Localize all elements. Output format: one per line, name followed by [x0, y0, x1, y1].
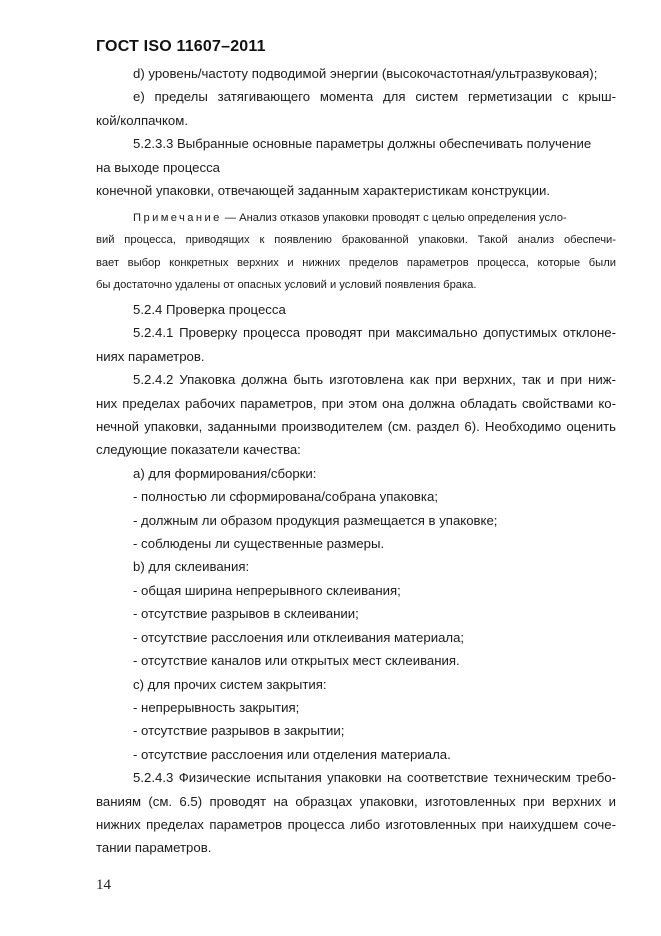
- note-label: Примечание: [133, 212, 222, 224]
- list-item-c3: - отсутствие расслоения или отделения материала.: [133, 746, 451, 762]
- para-5243-line3: нижних пределах параметров процесса либо изготовленных при наихудшем соче-: [96, 816, 616, 832]
- list-item-b2: - отсутствие разрывов в склеивании;: [133, 606, 359, 622]
- item-e-line2: кой/колпачком.: [96, 112, 188, 128]
- list-item-b4: - отсутствие каналов или открытых мест склеивания.: [133, 653, 460, 669]
- section-524-title: 5.2.4 Проверка процесса: [133, 302, 286, 317]
- list-item-c1: - непрерывность закрытия;: [133, 699, 300, 715]
- list-item-c2: - отсутствие разрывов в закрытии;: [133, 723, 345, 739]
- list-item-b: b) для склеивания:: [133, 559, 250, 575]
- note-line1: [96, 207, 616, 229]
- note-block: [96, 207, 616, 297]
- list-item-c: c) для прочих систем закрытия:: [133, 676, 327, 692]
- list-item-a1: - полностью ли сформирована/собрана упаковка;: [133, 489, 438, 505]
- para-5243-line2: ваниям (см. 6.5) проводят на образцах упаковки, изготовленных при верхних и: [96, 793, 616, 809]
- body-text-main: [96, 298, 616, 860]
- list-item-a3: - соблюдены ли существенные размеры.: [133, 536, 385, 552]
- para-5241-line2: ниях параметров.: [96, 348, 205, 364]
- para-5233-line1: 5.2.3.3 Выбранные основные параметры должны обеспечивать получение: [133, 136, 592, 152]
- note-text-line1: — Анализ отказов упаковки проводят с целью определения усло-: [221, 212, 567, 224]
- para-5242-line3: нечной упаковки, заданными производителем (см. раздел 6). Необходимо оценить: [96, 419, 616, 435]
- para-5242-line4: следующие показатели качества:: [96, 442, 301, 458]
- list-item-b1: - общая ширина непрерывного склеивания;: [133, 582, 401, 598]
- item-e-line1: e) пределы затягивающего момента для систем герметизации с крыш-: [133, 89, 616, 105]
- para-5243-line1: 5.2.4.3 Физические испытания упаковки на соответствие техническим требо-: [133, 770, 616, 786]
- note-line3: вает выбор конкретных верхних и нижних пределов параметров процесса, которые были: [96, 256, 616, 269]
- list-item-a2: - должным ли образом продукция размещается в упаковке;: [133, 512, 498, 528]
- para-5233-line3: конечной упаковки, отвечающей заданным характеристикам конструкции.: [96, 183, 551, 199]
- document-header: ГОСТ ISO 11607–2011: [96, 38, 266, 55]
- para-5242-line1: 5.2.4.2 Упаковка должна быть изготовлена как при верхних, так и при ниж-: [133, 372, 616, 388]
- para-5241-line1: 5.2.4.1 Проверку процесса проводят при максимально допустимых отклоне-: [133, 325, 616, 341]
- list-item-b3: - отсутствие расслоения или отклеивания материала;: [133, 629, 465, 645]
- note-line4: бы достаточно удалены от опасных условий и условий появления брака.: [96, 279, 477, 292]
- para-5233-line2: на выходе процесса: [96, 159, 221, 175]
- note-line2: вий процесса, приводящих к появлению бракованной упаковки. Такой анализ обеспечи-: [96, 234, 616, 247]
- para-5243-line4: тании параметров.: [96, 840, 212, 856]
- body-text-top: [96, 62, 616, 202]
- item-d: d) уровень/частоту подводимой энергии (высокочастотная/ультразвуковая);: [133, 66, 598, 81]
- list-item-a: a) для формирования/сборки:: [133, 465, 317, 481]
- page-number: 14: [96, 877, 111, 893]
- para-5242-line2: них пределах рабочих параметров, при этом она должна обладать свойствами ко-: [96, 395, 616, 411]
